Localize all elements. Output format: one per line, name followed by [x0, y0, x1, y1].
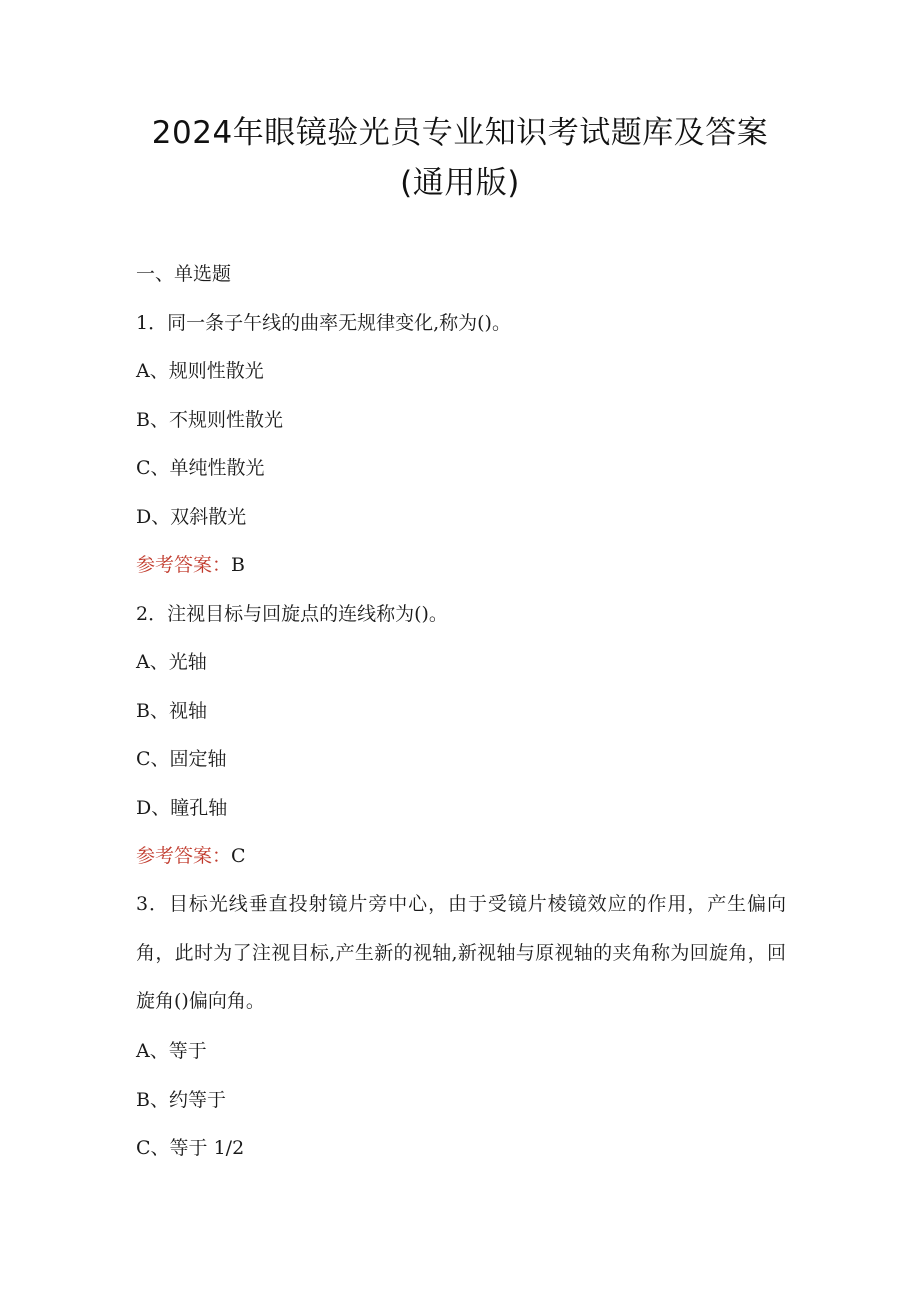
answer-value: B	[231, 554, 245, 576]
option-item: D、双斜散光	[136, 506, 247, 528]
question-stem: 3．目标光线垂直投射镜片旁中心，由于受镜片棱镜效应的作用，产生偏向角，此时为了注视目标,产生新的视轴,新视轴与原视轴的夹角称为回旋角，回旋角()偏向角。	[136, 893, 786, 1012]
answer-value: C	[231, 845, 246, 867]
option-item: D、瞳孔轴	[136, 797, 228, 819]
option-item: B、不规则性散光	[136, 409, 283, 431]
option-item: A、光轴	[136, 651, 207, 673]
option-item: B、约等于	[136, 1089, 226, 1111]
option-item: A、规则性散光	[136, 360, 264, 382]
option-item: C、单纯性散光	[136, 457, 265, 479]
option-item: C、等于 1/2	[136, 1137, 245, 1159]
answer-label: 参考答案：	[136, 845, 232, 867]
page-title: 2024年眼镜验光员专业知识考试题库及答案(通用版)	[151, 115, 769, 201]
answer-line	[136, 844, 246, 868]
question-stem: 1．同一条子午线的曲率无规律变化,称为()。	[136, 312, 511, 334]
question-stem: 2．注视目标与回旋点的连线称为()。	[136, 603, 448, 625]
option-item: A、等于	[136, 1040, 207, 1062]
option-item: B、视轴	[136, 700, 207, 722]
answer-label: 参考答案：	[136, 554, 232, 576]
option-item: C、固定轴	[136, 748, 227, 770]
answer-line	[136, 553, 245, 577]
section-heading: 一、单选题	[136, 263, 232, 285]
